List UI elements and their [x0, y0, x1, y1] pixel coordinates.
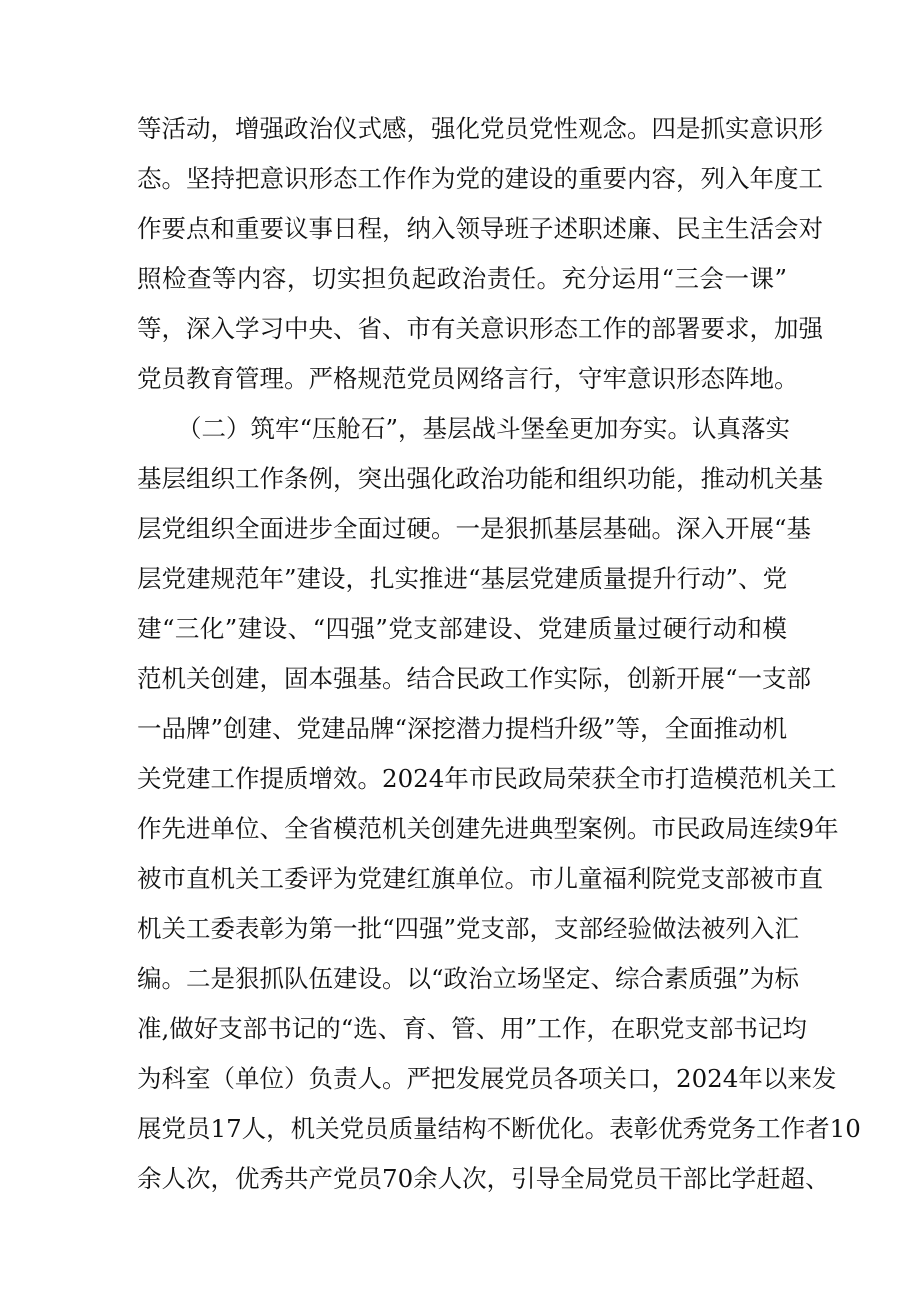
body-line: 照检查等内容，切实担负起政治责任。充分运用“三会一课”	[137, 264, 787, 293]
body-line: 范机关创建，固本强基。结合民政工作实际，创新开展“一支部	[137, 664, 812, 693]
body-line: 准,做好支部书记的“选、育、管、用”工作，在职党支部书记均	[137, 1014, 807, 1043]
body-line: 等，深入学习中央、省、市有关意识形态工作的部署要求，加强	[137, 314, 823, 343]
body-line: 基层组织工作条例，突出强化政治功能和组织功能，推动机关基	[137, 464, 823, 493]
body-line: 态。坚持把意识形态工作作为党的建设的重要内容，列入年度工	[137, 164, 823, 193]
body-line: 展党员17人，机关党员质量结构不断优化。表彰优秀党务工作者10	[137, 1114, 861, 1143]
body-line: 关党建工作提质增效。2024年市民政局荣获全市打造模范机关工	[137, 764, 837, 793]
body-line: 层党建规范年”建设，扎实推进“基层党建质量提升行动”、党	[137, 564, 788, 593]
body-line: 层党组织全面进步全面过硬。一是狠抓基层基础。深入开展“基	[137, 514, 812, 543]
body-line: 作要点和重要议事日程，纳入领导班子述职述廉、民主生活会对	[137, 214, 823, 243]
body-line: 等活动，增强政治仪式感，强化党员党性观念。四是抓实意识形	[137, 114, 823, 143]
body-line: 建“三化”建设、“四强”党支部建设、党建质量过硬行动和模	[137, 614, 787, 643]
body-line: 机关工委表彰为第一批“四强”党支部，支部经验做法被列入汇	[137, 914, 800, 943]
body-line: 余人次，优秀共产党员70余人次，引导全局党员干部比学赶超、	[137, 1164, 830, 1193]
body-line: 为科室（单位）负责人。严把发展党员各项关口，2024年以来发	[137, 1064, 837, 1093]
body-line: 党员教育管理。严格规范党员网络言行，守牢意识形态阵地。	[137, 364, 799, 393]
document-body	[137, 104, 861, 1204]
body-line: 作先进单位、全省模范机关创建先进典型案例。市民政局连续9年	[137, 814, 839, 843]
body-line: 一品牌”创建、党建品牌“深挖潜力提档升级”等，全面推动机	[137, 714, 788, 743]
body-line: 被市直机关工委评为党建红旗单位。市儿童福利院党支部被市直	[137, 864, 823, 893]
body-line: 编。二是狠抓队伍建设。以“政治立场坚定、综合素质强”为标	[137, 964, 800, 993]
section-heading-line: （二）筑牢“压舱石”，基层战斗堡垒更加夯实。认真落实	[177, 414, 791, 443]
